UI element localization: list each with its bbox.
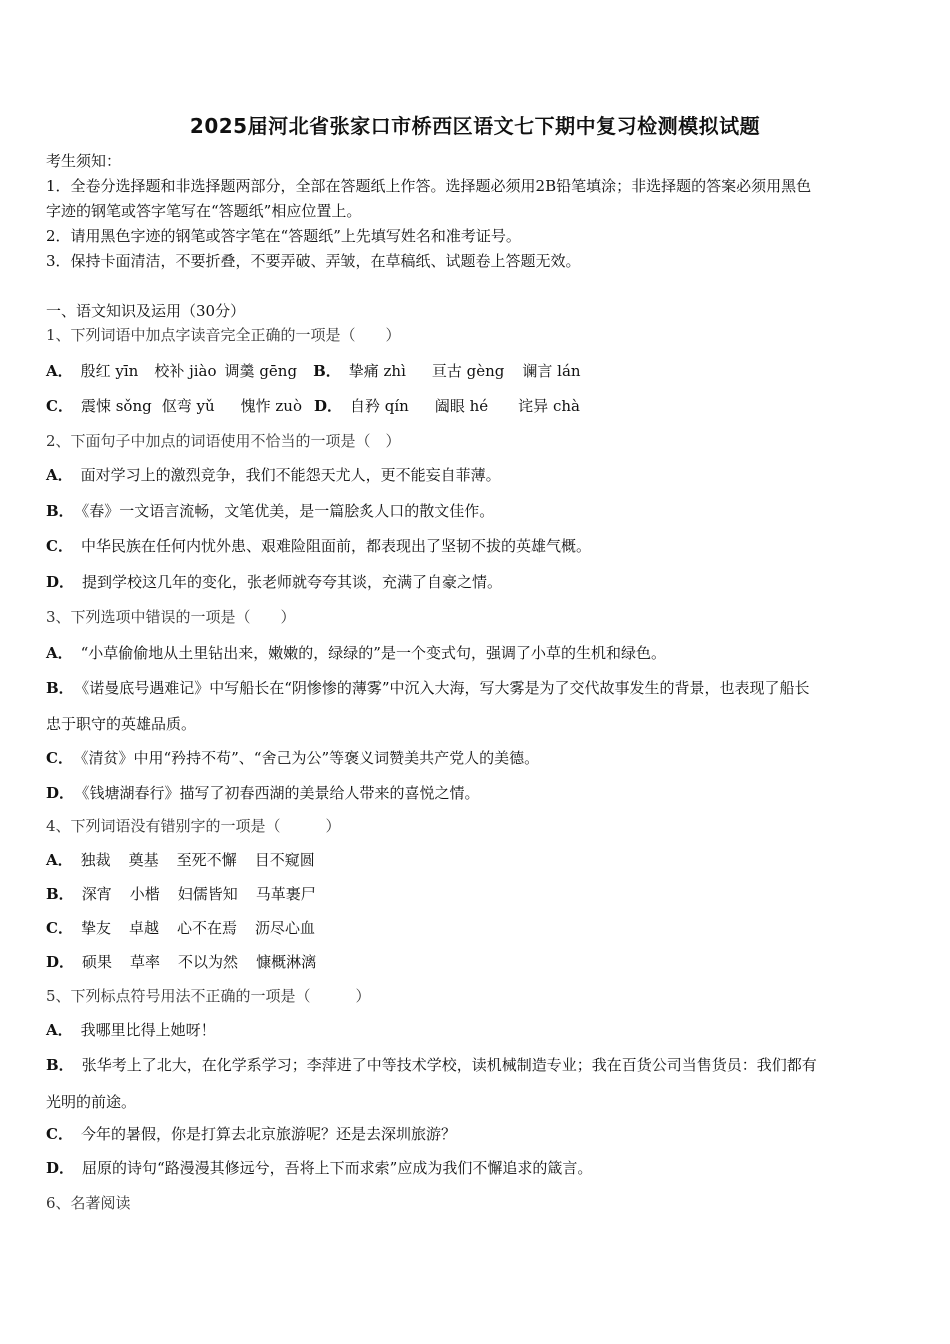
question-3-option-b xyxy=(46,678,810,698)
question-2-option-a xyxy=(46,465,501,485)
option-word: 奠基 xyxy=(128,851,159,869)
option-letter: A． xyxy=(46,851,73,869)
option-letter: A． xyxy=(46,644,73,662)
notice-heading: 考生须知： xyxy=(46,152,122,170)
option-text: 《清贫》中用“矜持不苟”、“舍己为公”等褒义词赞美共产党人的美德。 xyxy=(80,749,540,767)
question-5-option-a xyxy=(46,1020,216,1040)
question-2-option-d xyxy=(46,572,502,592)
question-5-option-c xyxy=(46,1124,456,1144)
option-letter: B． xyxy=(46,1056,74,1074)
question-2-stem: 2、下面句子中加点的词语使用不恰当的一项是（ ） xyxy=(46,432,401,450)
option-letter: D． xyxy=(46,573,75,591)
option-word: 心不在焉 xyxy=(176,919,237,937)
question-2-option-b xyxy=(46,501,494,521)
question-1-stem: 1、下列词语中加点字读音完全正确的一项是（ ） xyxy=(46,326,401,344)
page-title: 2025届河北省张家口市桥西区语文七下期中复习检测模拟试题 xyxy=(189,114,761,138)
question-5-option-b-cont: 光明的前途。 xyxy=(46,1093,137,1111)
option-text: 张华考上了北大，在化学系学习；李萍进了中等技术学校，读机械制造专业；我在百货公司当售货员：我们都有 xyxy=(81,1056,817,1074)
option-letter: D． xyxy=(46,1159,75,1177)
option-item: 校补 jiào xyxy=(154,362,217,380)
option-item: 震悚 sǒng xyxy=(80,397,152,415)
option-letter: B． xyxy=(46,885,74,903)
option-word: 草率 xyxy=(130,953,161,971)
option-text: 我哪里比得上她呀！ xyxy=(80,1021,216,1039)
option-word: 挚友 xyxy=(80,919,111,937)
option-text: “小草偷偷地从土里钻出来，嫩嫩的，绿绿的”是一个变式句，强调了小草的生机和绿色。 xyxy=(80,644,666,662)
option-item: 殷红 yīn xyxy=(80,362,139,380)
option-word: 硕果 xyxy=(82,953,113,971)
option-text: 提到学校这几年的变化，张老师就夸夸其谈，充满了自豪之情。 xyxy=(82,573,503,591)
option-letter: C． xyxy=(46,397,73,415)
option-word: 卓越 xyxy=(128,919,159,937)
option-word: 妇儒皆知 xyxy=(177,885,238,903)
question-5-option-b xyxy=(46,1055,817,1075)
option-word: 马革裹尸 xyxy=(255,885,316,903)
notice-item: 字迹的钢笔或答字笔写在“答题纸”相应位置上。 xyxy=(46,202,362,220)
option-item: 亘古 gèng xyxy=(431,362,505,380)
question-3-option-b-cont: 忠于职守的英雄品质。 xyxy=(46,715,197,733)
notice-item: 1．全卷分选择题和非选择题两部分，全部在答题纸上作答。选择题必须用2B铅笔填涂；非选择题的答案必须用黑色 xyxy=(46,177,812,195)
option-text: 屈原的诗句“路漫漫其修远兮，吾将上下而求索”应成为我们不懈追求的箴言。 xyxy=(82,1159,593,1177)
option-word: 深宵 xyxy=(81,885,112,903)
option-letter: D． xyxy=(46,784,75,802)
option-text: 面对学习上的激烈竞争，我们不能怨天尤人，更不能妄自菲薄。 xyxy=(80,466,501,484)
question-2-option-c xyxy=(46,536,591,556)
question-3-option-c xyxy=(46,748,539,768)
question-1-options-cd xyxy=(46,396,580,416)
option-item: 自矜 qín xyxy=(350,397,409,415)
option-word: 沥尽心血 xyxy=(255,919,316,937)
option-letter: B． xyxy=(46,502,74,520)
option-letter: D． xyxy=(314,397,343,415)
option-item: 谰言 lán xyxy=(522,362,581,380)
option-text: 《春》一文语言流畅，文笔优美，是一篇脍炙人口的散文佳作。 xyxy=(81,502,495,520)
notice-item: 2．请用黑色字迹的钢笔或答字笔在“答题纸”上先填写姓名和准考证号。 xyxy=(46,227,521,245)
question-4-stem: 4、下列词语没有错别字的一项是（ ） xyxy=(46,817,341,835)
question-3-option-a xyxy=(46,643,666,663)
question-6-stem: 6、名著阅读 xyxy=(46,1194,131,1212)
option-letter: B． xyxy=(46,679,74,697)
question-1-options-ab xyxy=(46,361,581,381)
question-4-option-b xyxy=(46,884,316,904)
option-text: 中华民族在任何内忧外患、艰难险阻面前，都表现出了坚韧不拔的英雄气概。 xyxy=(80,537,591,555)
option-letter: C． xyxy=(46,919,73,937)
option-word: 慷概淋漓 xyxy=(256,953,317,971)
question-3-stem: 3、下列选项中错误的一项是（ ） xyxy=(46,608,296,626)
option-word: 独裁 xyxy=(80,851,111,869)
question-3-option-d xyxy=(46,783,480,803)
option-text: 今年的暑假，你是打算去北京旅游呢？还是去深圳旅游？ xyxy=(80,1125,456,1143)
question-4-option-c xyxy=(46,918,315,938)
section-heading: 一、语文知识及运用（30分） xyxy=(46,302,246,320)
option-letter: A． xyxy=(46,362,73,380)
option-item: 诧异 chà xyxy=(518,397,580,415)
option-letter: A． xyxy=(46,1021,73,1039)
option-item: 阖眼 hé xyxy=(434,397,489,415)
option-letter: D． xyxy=(46,953,75,971)
option-item: 伛弯 yǔ xyxy=(161,397,215,415)
option-item: 愧怍 zuò xyxy=(240,397,302,415)
option-text: 《诺曼底号遇难记》中写船长在“阴惨惨的薄雾”中沉入大海，写大雾是为了交代故事发生的背景，也表现了船长 xyxy=(81,679,810,697)
option-letter: B． xyxy=(313,362,341,380)
option-letter: C． xyxy=(46,749,73,767)
option-word: 目不窥圆 xyxy=(254,851,315,869)
option-text: 《钱塘湖春行》描写了初春西湖的美景给人带来的喜悦之情。 xyxy=(82,784,480,802)
option-word: 小楷 xyxy=(129,885,160,903)
option-word: 不以为然 xyxy=(178,953,239,971)
question-5-stem: 5、下列标点符号用法不正确的一项是（ ） xyxy=(46,987,371,1005)
option-word: 至死不懈 xyxy=(176,851,237,869)
option-item: 调羹 gēng xyxy=(224,362,298,380)
option-item: 挚痛 zhì xyxy=(348,362,406,380)
notice-item: 3．保持卡面清洁，不要折叠，不要弄破、弄皱，在草稿纸、试题卷上答题无效。 xyxy=(46,252,581,270)
question-5-option-d xyxy=(46,1158,592,1178)
option-letter: C． xyxy=(46,1125,73,1143)
question-4-option-d xyxy=(46,952,316,972)
option-letter: A． xyxy=(46,466,73,484)
question-4-option-a xyxy=(46,850,315,870)
option-letter: C． xyxy=(46,537,73,555)
